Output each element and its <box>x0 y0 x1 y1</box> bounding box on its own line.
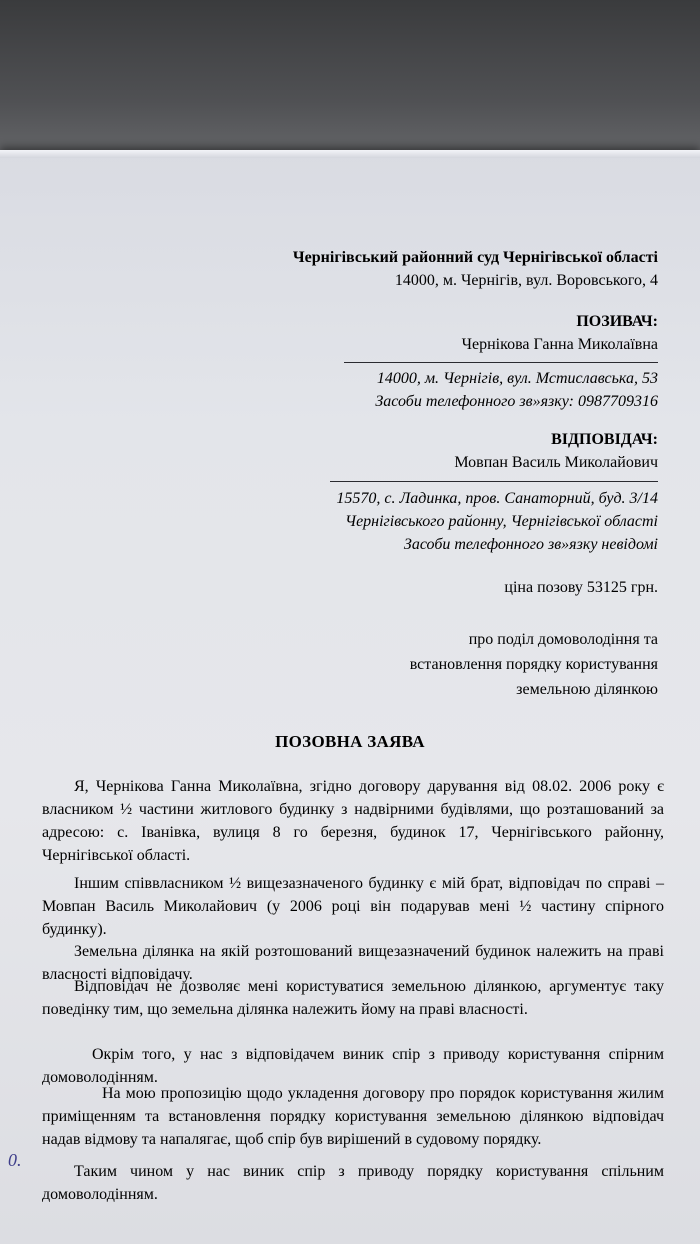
plaintiff-name: Чернікова Ганна Миколаївна <box>461 336 658 353</box>
defendant-name: Мовпан Василь Миколайович <box>454 454 658 471</box>
paragraph-3: Земельна ділянка на якій розтошований вищезазначений будинок належить на праві власності відповідачу. <box>42 943 664 983</box>
plaintiff-phone: Засоби телефонного зв»язку: 0987709316 <box>375 393 658 410</box>
paragraph-6: На мою пропозицію щодо укладення договору про порядок користування жилим приміщенням та встановлення порядку користування земельною ділянкою відповідач надав відмову та напалягає, щоб спір був вирішений в судовому порядку. <box>42 1085 664 1148</box>
claim-price: ціна позову 53125 грн. <box>504 579 658 596</box>
paragraph-1: Я, Чернікова Ганна Миколаївна, згідно договору дарування від 08.02. 2006 року є власником ½ частини житлового будинку з надвірними будівлями, що розташований за адресою: с. Іванівка, вулиця 8 го березня, будинок 17, Чернігівського районну, Чернігівської області. <box>42 778 664 864</box>
defendant-address-line1: 15570, с. Ладинка, пров. Санаторний, буд. 3/14 <box>336 490 658 507</box>
paragraph-2: Іншим співвласником ½ вищезазначеного будинку є мій брат, відповідач по справі – Мовпан Василь Миколайович (у 2006 році він подарував мені ½ частину спірного будинку). <box>42 875 664 938</box>
court-address: 14000, м. Чернігів, вул. Воровського, 4 <box>394 272 658 289</box>
court-name: Чернігівський районний суд Чернігівської області <box>292 249 658 266</box>
handwritten-mark: 0. <box>8 1150 22 1170</box>
plaintiff-rule <box>344 362 658 363</box>
subject-line-3: земельною ділянкою <box>516 681 658 698</box>
paragraph-7: Таким чином у нас виник спір з приводу порядку користування спільним домоволодінням. <box>42 1163 664 1203</box>
subject-line-2: встановлення порядку користування <box>409 656 658 673</box>
plaintiff-label: ПОЗИВАЧ: <box>576 313 658 330</box>
defendant-rule <box>330 481 658 482</box>
document-title: ПОЗОВНА ЗАЯВА <box>275 732 425 751</box>
plaintiff-address: 14000, м. Чернігів, вул. Мстиславська, 53 <box>376 370 658 387</box>
subject-line-1: про поділ домоволодіння та <box>468 631 658 648</box>
paragraph-5: Окрім того, у нас з відповідачем виник спір з приводу користування спірним домоволодінням. <box>42 1046 664 1086</box>
defendant-phone: Засоби телефонного зв»язку невідомі <box>403 536 658 553</box>
page-edge <box>0 150 700 158</box>
defendant-address-line2: Чернігівського районну, Чернігівської області <box>345 513 658 530</box>
desk-background <box>0 0 700 170</box>
defendant-label: ВІДПОВІДАЧ: <box>551 431 658 448</box>
paragraph-4: Відповідач не дозволяє мені користуватися земельною ділянкою, аргументує таку поведінку тим, що земельна ділянка належить йому на праві власності. <box>42 978 664 1018</box>
